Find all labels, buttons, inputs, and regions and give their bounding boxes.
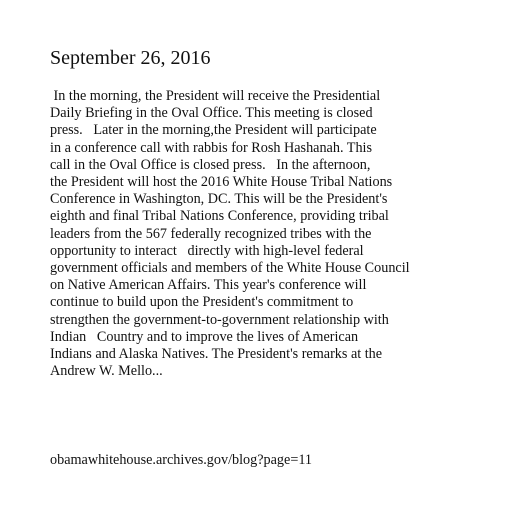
excerpt-line: Andrew W. Mello...: [50, 363, 163, 380]
excerpt-line: Indian Country and to improve the lives of American: [50, 328, 359, 345]
source-url: obamawhitehouse.archives.gov/blog?page=11: [50, 452, 312, 468]
excerpt-line: the President will host the 2016 White House Tribal Nations: [50, 174, 393, 191]
excerpt-line: opportunity to interact directly with high-level federal: [50, 242, 364, 259]
excerpt-line: strengthen the government-to-government relationship with: [50, 311, 389, 328]
excerpt-line: In the morning, the President will receive the Presidential: [50, 88, 381, 104]
excerpt-line: in a conference call with rabbis for Rosh Hashanah. This: [50, 139, 373, 156]
post-excerpt: [50, 88, 410, 380]
excerpt-line: Conference in Washington, DC. This will be the President's: [50, 191, 388, 208]
excerpt-line: leaders from the 567 federally recognized tribes with the: [50, 225, 372, 242]
excerpt-line: Indians and Alaska Natives. The President's remarks at the: [50, 346, 383, 363]
excerpt-line: continue to build upon the President's commitment to: [50, 294, 354, 311]
excerpt-line: Daily Briefing in the Oval Office. This meeting is closed: [50, 105, 373, 122]
excerpt-line: call in the Oval Office is closed press. In the afternoon,: [50, 156, 371, 173]
excerpt-line: eighth and final Tribal Nations Conference, providing tribal: [50, 208, 389, 225]
excerpt-line: press. Later in the morning,the President will participate: [50, 122, 377, 139]
excerpt-line: government officials and members of the White House Council: [50, 260, 410, 277]
excerpt-line: on Native American Affairs. This year's conference will: [50, 277, 367, 294]
post-date: September 26, 2016: [50, 47, 211, 69]
